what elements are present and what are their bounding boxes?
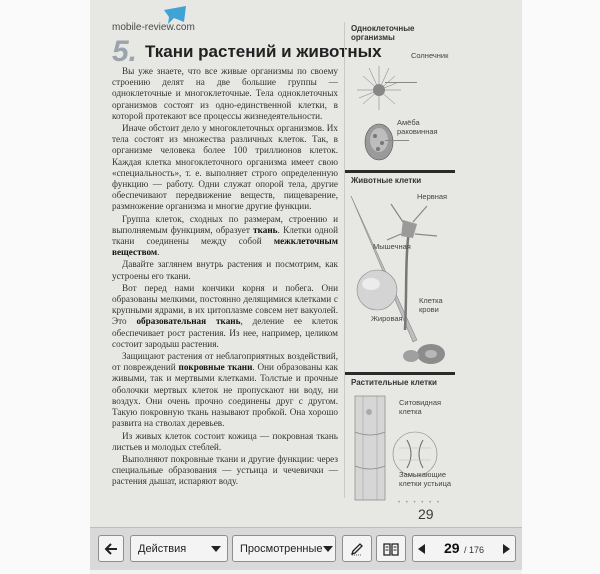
term-tissue: ткань	[253, 224, 278, 235]
page-number: 29	[418, 506, 434, 522]
paragraph: Группа клеток, сходных по размерам, строению и выполняемым функциям, образует ткань. Клетки одной ткани соединены между собой межклеточным веществом.	[112, 213, 338, 258]
illustration-sidebar	[344, 22, 455, 498]
reader-toolbar	[90, 527, 522, 570]
leader-line	[385, 82, 417, 83]
next-page-icon[interactable]	[503, 544, 510, 554]
label-fat: Жировая	[371, 314, 403, 323]
sidebar-divider	[345, 372, 455, 375]
viewed-dropdown[interactable]	[232, 535, 336, 562]
label-sieve-cell: Ситовидная клетка	[399, 398, 442, 416]
chevron-down-icon	[323, 546, 333, 552]
back-arrow-icon	[104, 543, 118, 555]
current-page-number[interactable]: 29	[443, 539, 460, 556]
chapter-number: 5.	[112, 35, 138, 68]
page-dots-decoration: • • • • • •	[398, 500, 441, 506]
term-integumentary-tissue: покровные ткани	[178, 362, 253, 373]
leader-line	[385, 140, 409, 141]
paragraph: Иначе обстоит дело у многоклеточных организмов. Их тела состоят из множества различных клеток. Так, в организме человека более 100 триллионов клеток. Каждая клетка многоклеточного организма имеет свою «специальность», т. е. выполняет строго определенную функцию — работу. Одни служат опорой тела, другие обеспечивают передвижение веществ, пищеварение, размножение организма и многие другие функции.	[112, 123, 338, 212]
sidebar-heading-animal: Животные клетки	[351, 176, 422, 185]
body-text	[112, 66, 338, 489]
term-educational-tissue: образовательная ткань	[136, 316, 241, 327]
device-frame-left	[0, 0, 90, 574]
device-frame-right	[522, 0, 600, 574]
paragraph: Из живых клеток состоит кожица — покровная ткань листьев и молодых стеблей.	[112, 430, 338, 452]
sidebar-heading-unicellular: Одноклеточные организмы	[351, 24, 415, 42]
watermark-text: mobile-review.com	[112, 22, 195, 33]
chapter-title: Ткани растений и животных	[145, 42, 382, 61]
annotate-button[interactable]	[342, 535, 372, 562]
label-nerve: Нервная	[417, 192, 448, 201]
label-amoeba: Амёба раковинная	[397, 118, 438, 136]
label-blood-cell: Клетка крови	[419, 296, 443, 314]
page-navigator	[412, 535, 516, 562]
unicellular-illustration	[349, 48, 449, 166]
paragraph: Вы уже знаете, что все живые организмы по своему строению делят на две большие группы — одноклеточные и многоклеточные. Тела одноклеточных организмов состоят из одно-единственной клетки, в которой протекают все процессы жизнедеятельности.	[112, 66, 338, 121]
total-pages: / 176	[464, 544, 485, 555]
back-button[interactable]	[98, 535, 124, 562]
chevron-down-icon	[211, 546, 221, 552]
paragraph: Вот перед нами кончики корня и побега. Они образованы мелкими, постоянно делящимися клетками с крупными ядрами, в их цитоплазме совсем нет вакуолей. Это образовательная ткань, деление ее клеток обеспечивает рост растения. Из нее, например, целиком состоит зародыш растения.	[112, 282, 338, 349]
bookmarks-button[interactable]	[376, 535, 406, 562]
paragraph: Защищают растения от неблагоприятных воздействий, от повреждений покровные ткани. Они образованы как живыми, так и мертвыми клетками. Толстые и прочные оболочки мертвых клеток не пропускают ни воду, ни воздух. Они очень прочно соединены друг с другом. Такую покровную ткань называют пробкой. Она хорошо развита на стволах деревьев.	[112, 351, 338, 429]
sidebar-divider	[345, 170, 455, 173]
paragraph: Выполняют покровные ткани и другие функции: через специальные образования — устьица и чечевички — растения дышат, испаряют воду.	[112, 453, 338, 487]
term-intercellular-substance: межклеточным веществом	[112, 236, 338, 258]
previous-page-icon[interactable]	[418, 544, 425, 554]
label-muscle: Мышечная	[373, 242, 411, 251]
viewed-dropdown-label: Просмотренные	[240, 542, 323, 555]
actions-dropdown-label: Действия	[138, 542, 187, 555]
actions-dropdown[interactable]	[130, 535, 228, 562]
paragraph: Давайте заглянем внутрь растения и посмотрим, как устроены его ткани.	[112, 259, 338, 281]
label-guard-cells: Замыкающие клетки устьица	[399, 470, 452, 488]
open-book-icon	[383, 542, 399, 556]
label-sun-animalcule: Солнечник	[411, 51, 449, 60]
sidebar-heading-plant: Растительные клетки	[351, 378, 437, 387]
watermark-logo-icon	[162, 4, 188, 26]
pencil-icon	[350, 542, 364, 556]
chapter-heading	[112, 35, 382, 68]
animal-cells-illustration	[347, 190, 453, 368]
